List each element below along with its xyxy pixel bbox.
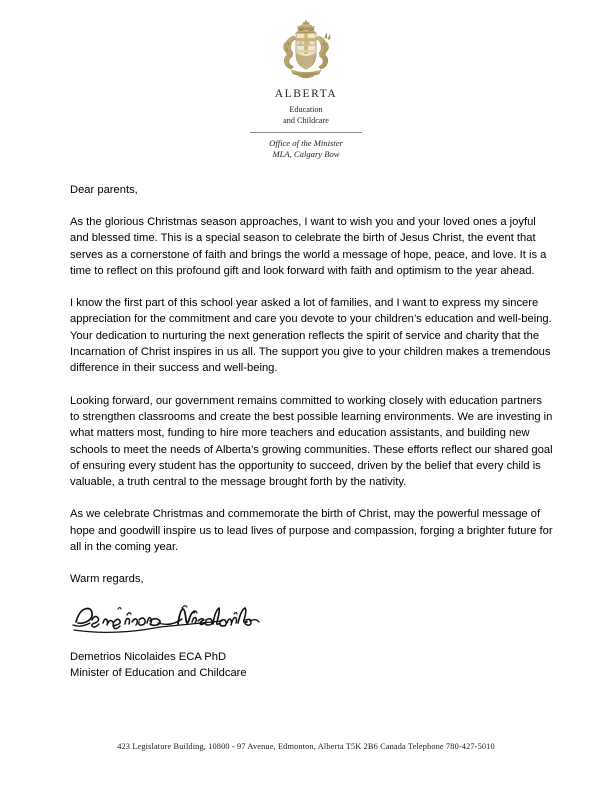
handwritten-signature-icon [70,596,260,640]
letterhead-divider [250,132,362,133]
signer-name: Demetrios Nicolaides ECA PhD [70,651,227,663]
footer-address: 423 Legislature Building, 10800 - 97 Avenue, Edmonton, Alberta T5K 2B6 Canada Telephone 780-427-5010 [117,742,495,751]
closing-salutation: Warm regards, [70,573,144,586]
letterhead-office [0,138,612,160]
letterhead-office-line-2: MLA, Calgary Bow [272,149,340,159]
letterhead-ministry [0,105,612,126]
letterhead-ministry-line-2: and Childcare [283,115,329,125]
letter-paragraph: Looking forward, our government remains committed to working closely with education partners to strengthen classrooms and create the best possible learning environments. We are investing in what matters most, funding to hire more teachers and education assistants, and building new schools to meet the needs of Alberta’s growing communities. These efforts reflect our shared goal of ensuring every student has the opportunity to succeed, driven by the belief that every child is valuable, a truth central to the message brought forth by the nativity. [70,394,553,489]
letter-paragraph: I know the first part of this school year asked a lot of families, and I want to express my sincere appreciation for the commitment and care you devote to your children’s education and well-being. Your dedication to nurturing the next generation reflects the spirit of service and charity that the Incarnation of Christ inspires in us all. The support you give to your children makes a tremendous difference in their success and well-being. [70,297,552,375]
salutation: Dear parents, [70,184,138,196]
letter-paragraph: As the glorious Christmas season approaches, I want to wish you and your loved ones a joyful and blessed time. This is a special season to celebrate the birth of Jesus Christ, the event that serves as a cornerstone of faith and brings the world a message of hope, peace, and love. It is a time to reflect on this profound gift and look forward with faith and optimism to the year ahead. [70,216,547,277]
signature-container [70,596,370,640]
alberta-coat-of-arms-icon [276,18,336,84]
letter-paragraph: As we celebrate Christmas and commemorate the birth of Christ, may the powerful message of hope and goodwill inspire us to lead lives of purpose and compassion, forging a brighter future for all in the coming year. [70,508,553,554]
letterhead-jurisdiction: ALBERTA [274,88,338,100]
letterhead-office-line-1: Office of the Minister [269,138,343,148]
signer-title: Minister of Education and Childcare [70,666,247,679]
crest-container [0,18,612,84]
signoff-block [70,650,470,681]
letterhead [0,18,612,160]
letter-body [70,182,554,587]
letterhead-ministry-line-1: Education [289,105,323,114]
